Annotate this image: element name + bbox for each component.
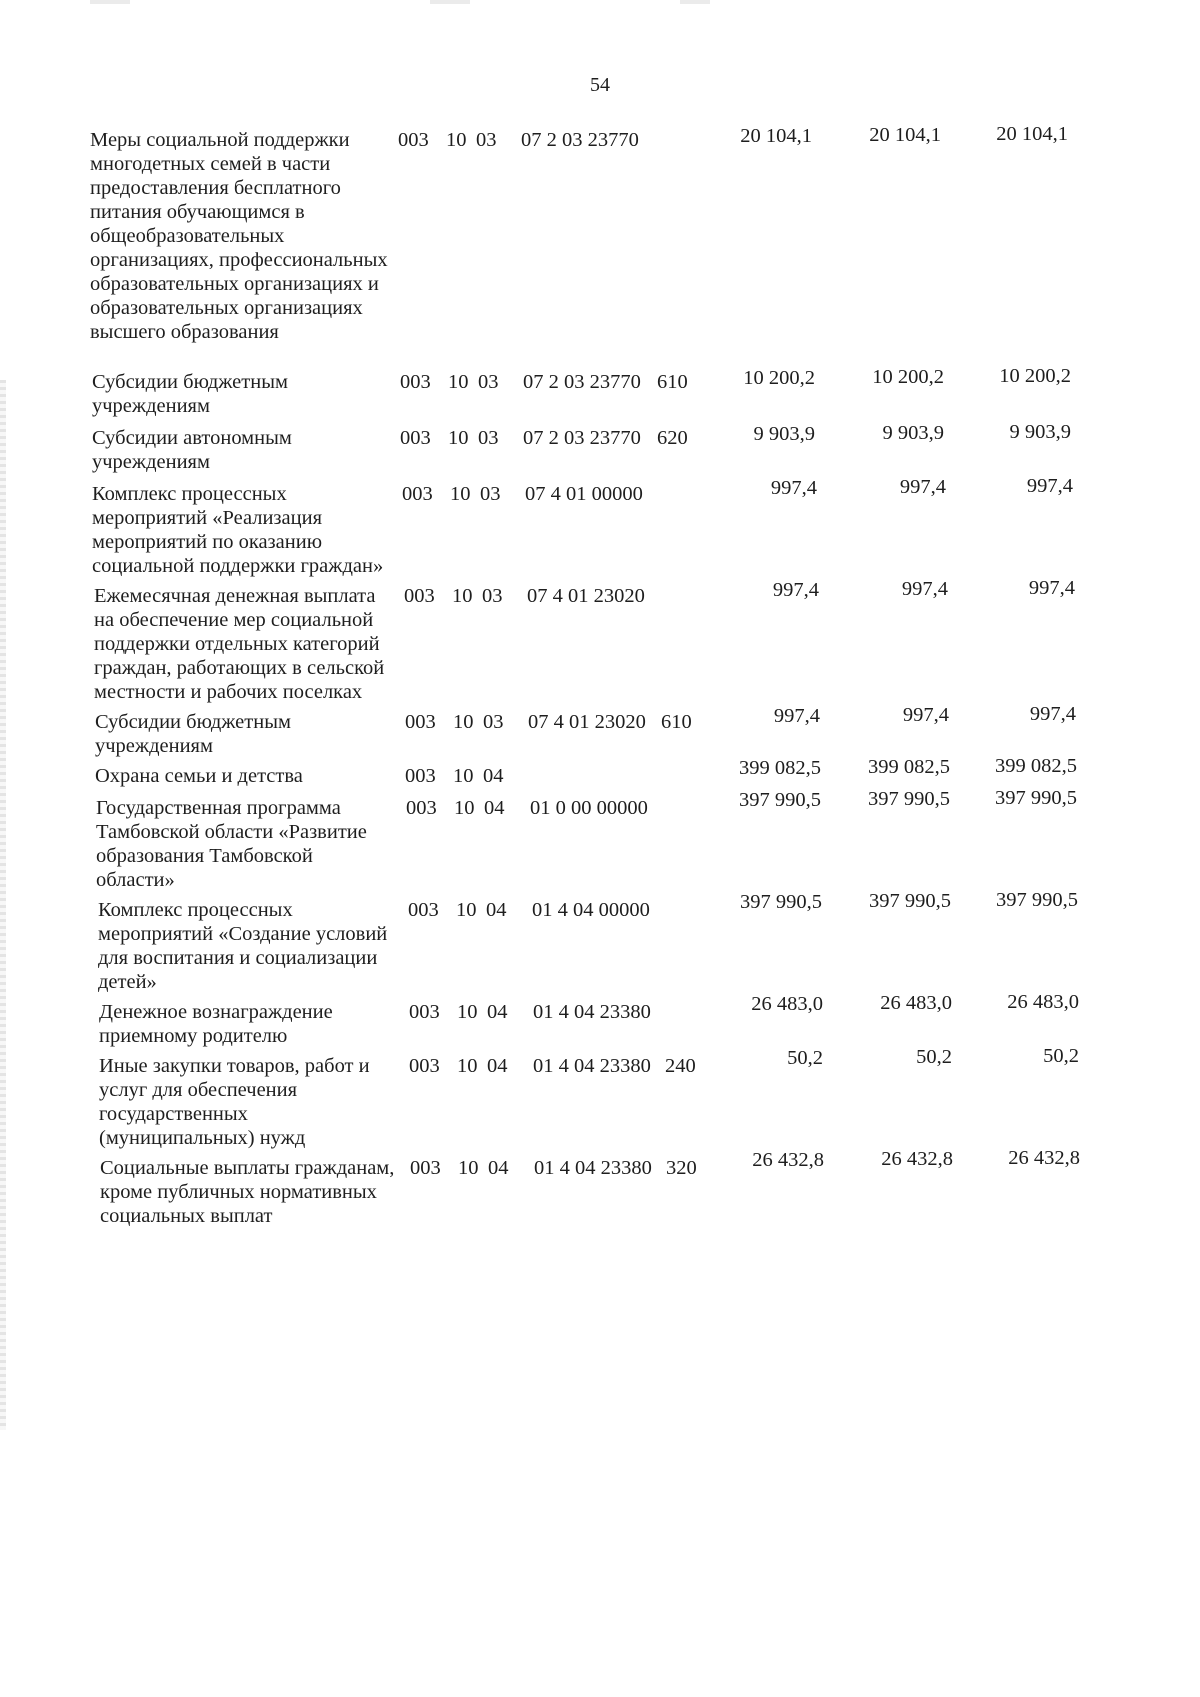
row-name: Ежемесячная денежная выплата на обеспечение мер социальной поддержки отдельных категорий граждан, работающих в сельской местности и рабочих поселках — [94, 585, 385, 703]
amount-year-2: 20 104,1 — [869, 124, 941, 146]
subsection-code: 03 — [476, 129, 497, 151]
amount-year-2: 26 432,8 — [881, 1148, 953, 1170]
amount-year-2: 997,4 — [899, 476, 946, 498]
target-article-code: 07 4 01 00000 — [525, 483, 643, 505]
amount-year-3: 997,4 — [1029, 703, 1076, 725]
amount-year-1: 9 903,9 — [753, 423, 815, 445]
section-code: 10 — [456, 899, 477, 921]
subsection-code: 03 — [478, 371, 499, 393]
amount-year-1: 26 483,0 — [751, 993, 823, 1015]
subsection-code: 04 — [487, 1001, 508, 1023]
amount-year-2: 399 082,5 — [868, 756, 950, 778]
amount-year-3: 50,2 — [1043, 1045, 1079, 1067]
subsection-code: 03 — [483, 711, 504, 733]
target-article-code: 01 4 04 23380 — [533, 1001, 651, 1023]
grbs-code: 003 — [405, 765, 436, 787]
amount-year-1: 397 990,5 — [740, 891, 822, 913]
section-code: 10 — [453, 765, 474, 787]
row-name: Государственная программа Тамбовской области «Развитие образования Тамбовской области» — [96, 797, 367, 891]
amount-year-2: 997,4 — [902, 704, 949, 726]
subsection-code: 03 — [480, 483, 501, 505]
grbs-code: 003 — [402, 483, 433, 505]
grbs-code: 003 — [408, 899, 439, 921]
row-name: Комплекс процессных мероприятий «Создание условий для воспитания и социализации детей» — [98, 899, 388, 993]
section-code: 10 — [457, 1055, 478, 1077]
row-name: Субсидии бюджетным учреждениям — [95, 711, 291, 757]
grbs-code: 003 — [400, 371, 431, 393]
grbs-code: 003 — [404, 585, 435, 607]
subsection-code: 03 — [478, 427, 499, 449]
amount-year-1: 397 990,5 — [739, 789, 821, 811]
target-article-code: 07 2 03 23770 — [523, 427, 641, 449]
row-name: Комплекс процессных мероприятий «Реализация мероприятий по оказанию социальной поддержки граждан» — [92, 483, 384, 577]
amount-year-1: 50,2 — [787, 1047, 823, 1069]
section-code: 10 — [453, 711, 474, 733]
target-article-code: 07 4 01 23020 — [528, 711, 646, 733]
row-name: Субсидии автономным учреждениям — [92, 427, 292, 473]
subsection-code: 04 — [486, 899, 507, 921]
amount-year-2: 997,4 — [901, 578, 948, 600]
amount-year-2: 9 903,9 — [882, 422, 944, 444]
expense-type-code: 320 — [666, 1157, 697, 1179]
amount-year-3: 10 200,2 — [999, 365, 1071, 387]
grbs-code: 003 — [405, 711, 436, 733]
page-number: 54 — [590, 74, 610, 96]
amount-year-2: 26 483,0 — [880, 992, 952, 1014]
target-article-code: 01 4 04 23380 — [534, 1157, 652, 1179]
target-article-code: 01 4 04 00000 — [532, 899, 650, 921]
amount-year-1: 997,4 — [770, 477, 817, 499]
section-code: 10 — [446, 129, 467, 151]
amount-year-2: 10 200,2 — [872, 366, 944, 388]
amount-year-3: 399 082,5 — [995, 755, 1077, 777]
amount-year-3: 20 104,1 — [996, 123, 1068, 145]
row-name: Денежное вознаграждение приемному родителю — [99, 1001, 333, 1047]
amount-year-3: 26 432,8 — [1008, 1147, 1080, 1169]
amount-year-1: 997,4 — [773, 705, 820, 727]
section-code: 10 — [450, 483, 471, 505]
row-name: Субсидии бюджетным учреждениям — [92, 371, 288, 417]
expense-type-code: 610 — [657, 371, 688, 393]
amount-year-3: 997,4 — [1028, 577, 1075, 599]
amount-year-1: 26 432,8 — [752, 1149, 824, 1171]
amount-year-3: 9 903,9 — [1009, 421, 1071, 443]
section-code: 10 — [458, 1157, 479, 1179]
expense-type-code: 240 — [665, 1055, 696, 1077]
amount-year-1: 399 082,5 — [739, 757, 821, 779]
target-article-code: 07 2 03 23770 — [521, 129, 639, 151]
subsection-code: 04 — [488, 1157, 509, 1179]
grbs-code: 003 — [410, 1157, 441, 1179]
section-code: 10 — [457, 1001, 478, 1023]
amount-year-3: 26 483,0 — [1007, 991, 1079, 1013]
section-code: 10 — [448, 427, 469, 449]
amount-year-3: 397 990,5 — [995, 787, 1077, 809]
subsection-code: 04 — [484, 797, 505, 819]
subsection-code: 03 — [482, 585, 503, 607]
section-code: 10 — [454, 797, 475, 819]
target-article-code: 07 4 01 23020 — [527, 585, 645, 607]
row-name: Охрана семьи и детства — [95, 765, 303, 787]
amount-year-1: 10 200,2 — [743, 367, 815, 389]
row-name: Социальные выплаты гражданам, кроме публичных нормативных социальных выплат — [100, 1157, 395, 1227]
target-article-code: 01 0 00 00000 — [530, 797, 648, 819]
subsection-code: 04 — [487, 1055, 508, 1077]
amount-year-2: 397 990,5 — [869, 890, 951, 912]
grbs-code: 003 — [409, 1001, 440, 1023]
row-name: Меры социальной поддержки многодетных семей в части предоставления бесплатного питания обучающимся в общеобразовательных организациях, профессиональных образовательных организациях и образовательных организациях высшего образования — [90, 129, 388, 343]
target-article-code: 07 2 03 23770 — [523, 371, 641, 393]
grbs-code: 003 — [409, 1055, 440, 1077]
row-name: Иные закупки товаров, работ и услуг для обеспечения государственных (муниципальных) нужд — [99, 1055, 370, 1149]
subsection-code: 04 — [483, 765, 504, 787]
expense-type-code: 610 — [661, 711, 692, 733]
grbs-code: 003 — [406, 797, 437, 819]
amount-year-2: 397 990,5 — [868, 788, 950, 810]
section-code: 10 — [448, 371, 469, 393]
amount-year-3: 997,4 — [1026, 475, 1073, 497]
section-code: 10 — [452, 585, 473, 607]
expense-type-code: 620 — [657, 427, 688, 449]
amount-year-1: 20 104,1 — [740, 125, 812, 147]
amount-year-3: 397 990,5 — [996, 889, 1078, 911]
target-article-code: 01 4 04 23380 — [533, 1055, 651, 1077]
amount-year-2: 50,2 — [916, 1046, 952, 1068]
amount-year-1: 997,4 — [772, 579, 819, 601]
grbs-code: 003 — [400, 427, 431, 449]
grbs-code: 003 — [398, 129, 429, 151]
